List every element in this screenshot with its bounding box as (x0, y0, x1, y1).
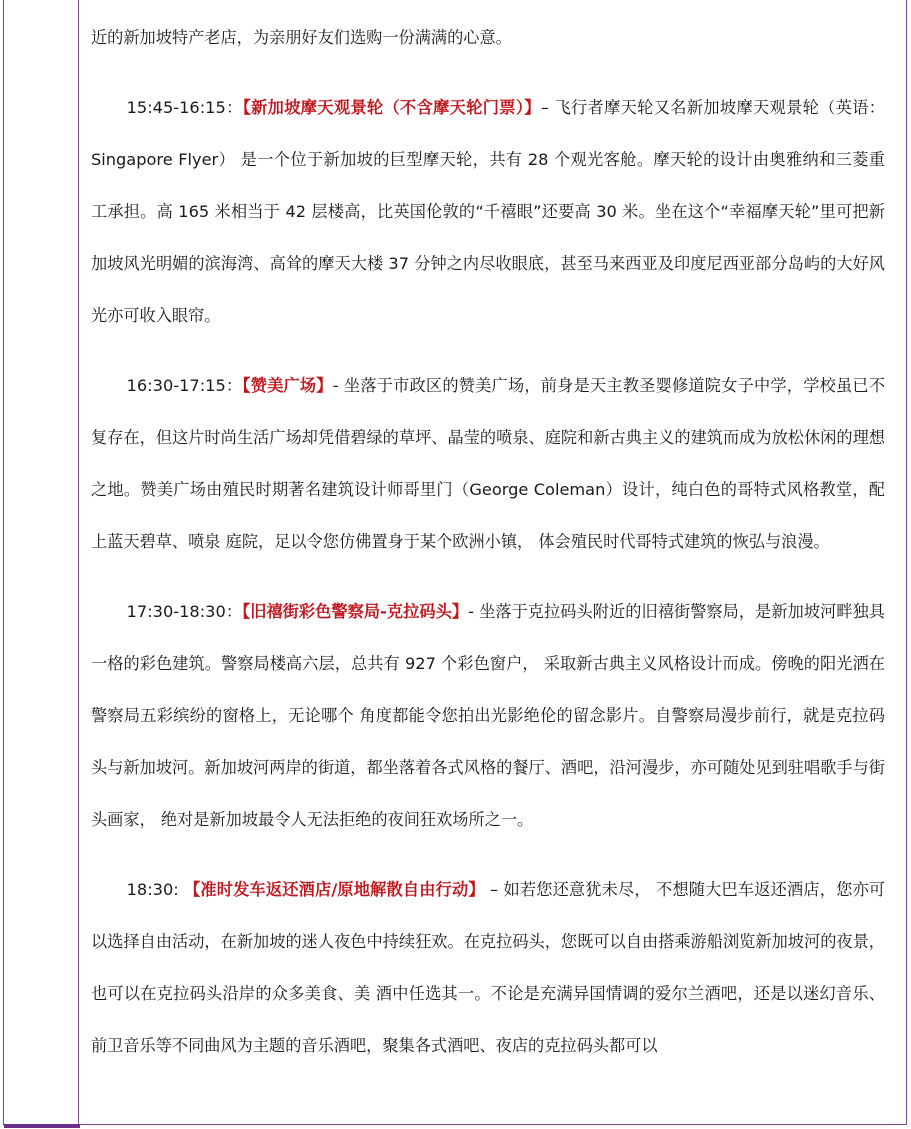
left-margin-column (4, 0, 79, 1124)
itinerary-text (91, 12, 885, 1090)
itinerary-item-return (91, 864, 885, 1072)
item-time: 17:30-18:30： (126, 602, 243, 621)
item-body: – 如若您还意犹未尽， 不想随大巴车返还酒店，您亦可以选择自由活动，在新加坡的迷人夜色中持续狂欢。在克拉码头，您既可以自由搭乘游船浏览新加坡河的夜景，也可以在克拉码头沿岸的众多美食、美 酒中任选其一。不论是充满异国情调的爱尔兰酒吧，还是以迷幻音乐、前卫音乐等不同曲风为主题的音乐酒吧，聚集各式酒吧、夜店的克拉码头都可以 (91, 880, 886, 1055)
item-body: – 飞行者摩天轮又名新加坡摩天观景轮（英语：Singapore Flyer） 是一个位于新加坡的巨型摩天轮，共有 28 个观光客舱。摩天轮的设计由奥雅纳和三菱重工承担。高 165 米相当于 42 层楼高，比英国伦敦的“千禧眼”还要高 30 米。坐在这个“幸福摩天轮”里可把新加坡风光明媚的滨海湾、高耸的摩天大楼 37 分钟之内尽收眼底，甚至马来西亚及印度尼西亚部分岛屿的大好风光亦可收入眼帘。 (91, 98, 885, 325)
item-title: 【赞美广场】 (242, 376, 333, 395)
itinerary-item-flyer (91, 82, 885, 342)
item-time: 16:30-17:15： (126, 376, 243, 395)
item-title: 【新加坡摩天观景轮（不含摩天轮门票）】 (242, 98, 541, 117)
item-title: 【旧禧街彩色警察局-克拉码头】 (242, 602, 469, 621)
item-body: - 坐落于克拉码头附近的旧禧街警察局，是新加坡河畔独具一格的彩色建筑。警察局楼高六层，总共有 927 个彩色窗户， 采取新古典主义风格设计而成。傍晚的阳光洒在警察局五彩缤纷的窗格上，无论哪个 角度都能令您拍出光影绝伦的留念影片。自警察局漫步前行，就是克拉码头与新加坡河。新加坡河两岸的街道，都坐落着各式风格的餐厅、酒吧，沿河漫步，亦可随处见到驻唱歌手与街头画家， 绝对是新加坡最令人无法拒绝的夜间狂欢场所之一。 (91, 602, 885, 829)
item-time: 18:30: (126, 880, 185, 899)
item-body: - 坐落于市政区的赞美广场，前身是天主教圣婴修道院女子中学，学校虽已不复存在，但这片时尚生活广场却凭借碧绿的草坪、晶莹的喷泉、庭院和新古典主义的建筑而成为放松休闲的理想之地。赞美广场由殖民时期著名建筑设计师哥里门（George Coleman）设计，纯白色的哥特式风格教堂，配上蓝天碧草、喷泉 庭院，足以令您仿佛置身于某个欧洲小镇， 体会殖民时代哥特式建筑的恢弘与浪漫。 (91, 376, 886, 551)
itinerary-item-chijmes (91, 360, 885, 568)
itinerary-item-police-station (91, 586, 885, 846)
page-frame (3, 0, 907, 1125)
intro-paragraph: 近的新加坡特产老店，为亲朋好友们选购一份满满的心意。 (91, 28, 512, 47)
item-title: 【准时发车返还酒店/原地解散自由行动】 (184, 880, 485, 899)
item-time: 15:45-16:15： (126, 98, 243, 117)
bottom-accent-bar (4, 1124, 80, 1128)
